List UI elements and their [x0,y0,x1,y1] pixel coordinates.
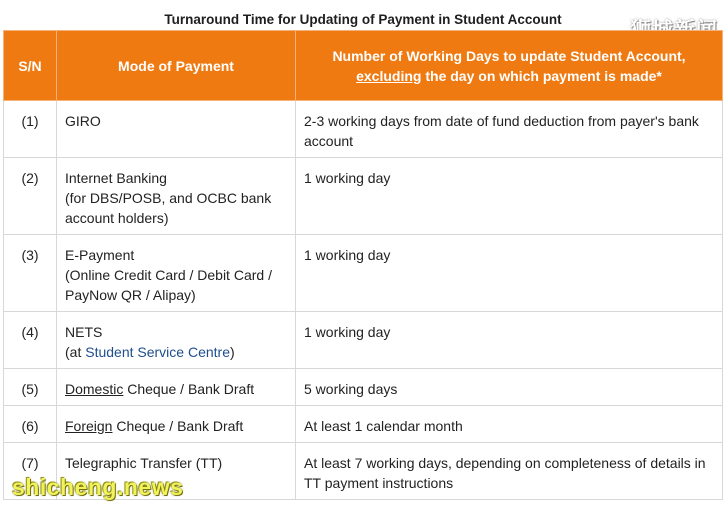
row-mode [57,158,296,235]
row-sn: (5) [4,369,57,406]
row-mode: GIRO [57,101,296,158]
row-mode [57,369,296,406]
header-days-rest: the day on which payment is made* [421,67,662,84]
header-days [296,31,723,101]
table-row [4,158,723,235]
row-mode-main: E-Payment [65,247,135,263]
row-sn: (1) [4,101,57,158]
row-days: 2-3 working days from date of fund deduction from payer's bank account [296,101,723,158]
row-mode-main: Internet Banking [65,170,167,186]
row-sn: (4) [4,312,57,369]
row-mode-note: (Online Credit Card / Debit Card / PayNow QR / Alipay) [65,267,272,303]
row-mode [57,406,296,443]
table-row [4,369,723,406]
payment-turnaround-table [3,30,723,500]
table-row [4,235,723,312]
student-service-centre-link[interactable]: Student Service Centre [85,344,230,360]
row-days: 5 working days [296,369,723,406]
row-days: 1 working day [296,312,723,369]
watermark-english: shicheng.news [12,474,184,500]
row-sn: (3) [4,235,57,312]
row-days: 1 working day [296,235,723,312]
row-mode-note: (for DBS/POSB, and OCBC bank account holders) [65,190,272,226]
row-mode-rest: Cheque / Bank Draft [112,418,244,434]
row-mode-main: NETS [65,324,103,340]
row-mode [57,312,296,369]
table-row [4,406,723,443]
row-mode: Telegraphic Transfer (TT) [57,443,296,500]
row-days: 1 working day [296,158,723,235]
row-mode [57,235,296,312]
row-days: At least 7 working days, depending on completeness of details in TT payment instructions [296,443,723,500]
row-sn: (2) [4,158,57,235]
row-sn: (6) [4,406,57,443]
table-row [4,101,723,158]
row-mode-note-post: ) [229,344,235,360]
header-days-excluding: excluding [356,67,422,84]
row-mode-underlined: Foreign [65,418,113,434]
header-days-line1: Number of Working Days to update Student Account, [332,47,686,64]
row-mode-underlined: Domestic [65,381,124,397]
row-days: At least 1 calendar month [296,406,723,443]
table-title: Turnaround Time for Updating of Payment in Student Account [164,12,562,27]
row-mode-note-pre: (at [65,344,86,360]
table-row [4,312,723,369]
table-header-row [4,31,723,101]
row-mode-rest: Cheque / Bank Draft [123,381,255,397]
row-sn: (7) [4,443,57,500]
header-sn: S/N [4,31,57,101]
header-mode: Mode of Payment [57,31,296,101]
